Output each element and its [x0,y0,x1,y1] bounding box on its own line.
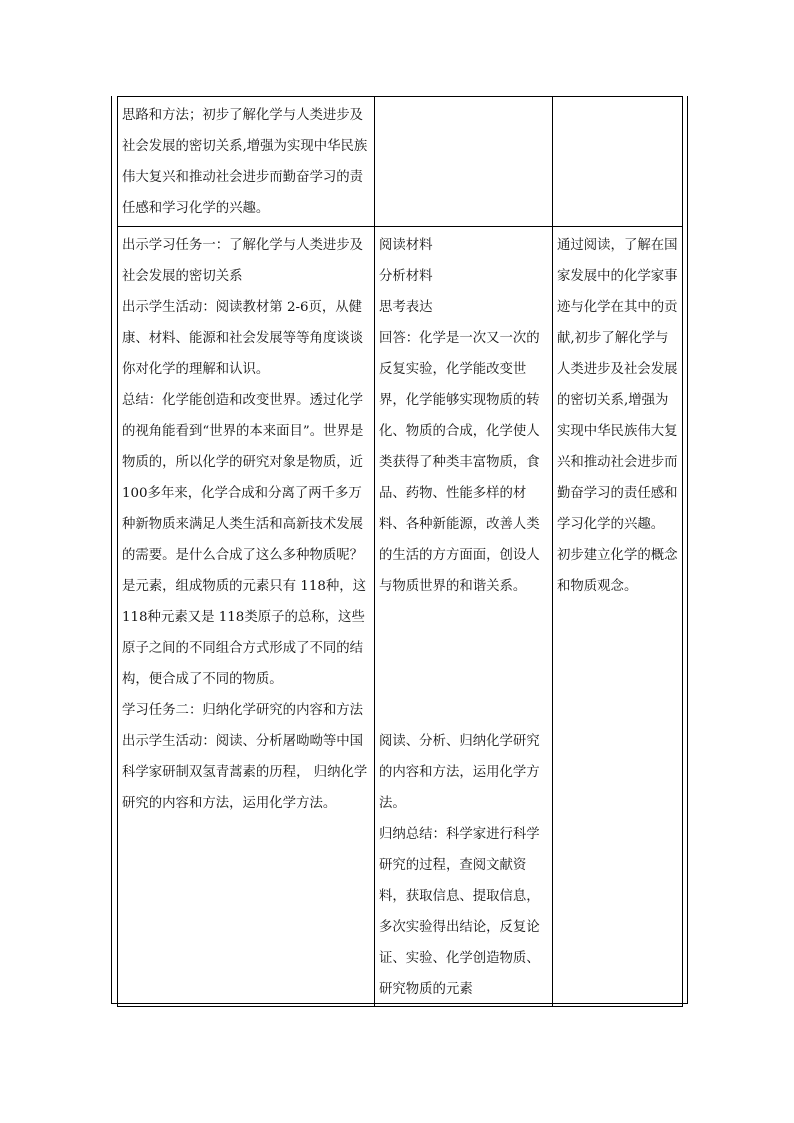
design-intent-2: 初步建立化学的概念和物质观念。 [557,548,678,594]
design-intent-1: 通过阅读，了解在国家发展中的化学家事迹与化学在其中的贡献,初步了解化学与人类进步及社会发展的密切关系,增强为实现中华民族伟大复兴和推动社会进步而勤奋学习的责任感和学习化学的兴趣。 [557,238,678,532]
teacher-activity-cell [118,97,375,227]
student-step-analyze: 分析材料 [379,269,433,284]
spacer [379,602,548,726]
student-step-express: 思考表达 [379,300,433,315]
student-read2: 阅读、分析、归纳化学研究的内容和方法，运用化学方法。 [379,734,540,811]
table-row [118,97,683,227]
teacher-activity-cell [118,227,375,1007]
student-answer: 回答：化学是一次又一次的反复实验，化学能改变世界，化学能够实现物质的转化、物质的合成，化学使人类获得了种类丰富物质，食品、药物、性能多样的材料、各种新能源，改善人类的生活的方方面面，创设人与物质世界的和谐关系。 [379,331,540,594]
design-intent-cell [553,227,683,1007]
student-activity-cell [375,97,553,227]
task1-summary: 总结：化学能创造和改变世界。透过化学的视角能看到“世界的本来面目”。世界是物质的，所以化学的研究对象是物质，近 100多年来，化学合成和分离了两千多万种新物质来满足人类生活和高新技术发展的需要。是什么合成了这么多种物质呢？是元素，组成物质的元素只有 118种，这 118种元素又是 118类原子的总称，这些原子之间的不同组合方式形成了不同的结构，便合成了不同的物质。 [122,393,367,687]
design-intent-cell [553,97,683,227]
student-summary2: 归纳总结：科学家进行科学研究的过程，查阅文献资料，获取信息、提取信息，多次实验得出结论，反复论证、实验、化学创造物质、研究物质的元素 [379,827,540,997]
student-activity-cell [375,227,553,1007]
task2-title: 学习任务二：归纳化学研究的内容和方法 [122,703,364,718]
student-step-read: 阅读材料 [379,238,433,253]
lesson-plan-table [117,96,683,1007]
task1-activity: 出示学生活动：阅读教材第 2-6页，从健康、材料、能源和社会发展等等角度谈谈你对化学的理解和认识。 [122,300,364,377]
task1-title: 出示学习任务一：了解化学与人类进步及社会发展的密切关系 [122,238,364,284]
table-row [118,227,683,1007]
objective-continuation-text: 思路和方法；初步了解化学与人类进步及社会发展的密切关系,增强为实现中华民族伟大复兴和推动社会进步而勤奋学习的责任感和学习化学的兴趣。 [122,108,368,216]
task2-activity: 出示学生活动：阅读、分析屠呦呦等中国科学家研制双氢青蒿素的历程， 归纳化学研究的内容和方法，运用化学方法。 [122,734,368,811]
